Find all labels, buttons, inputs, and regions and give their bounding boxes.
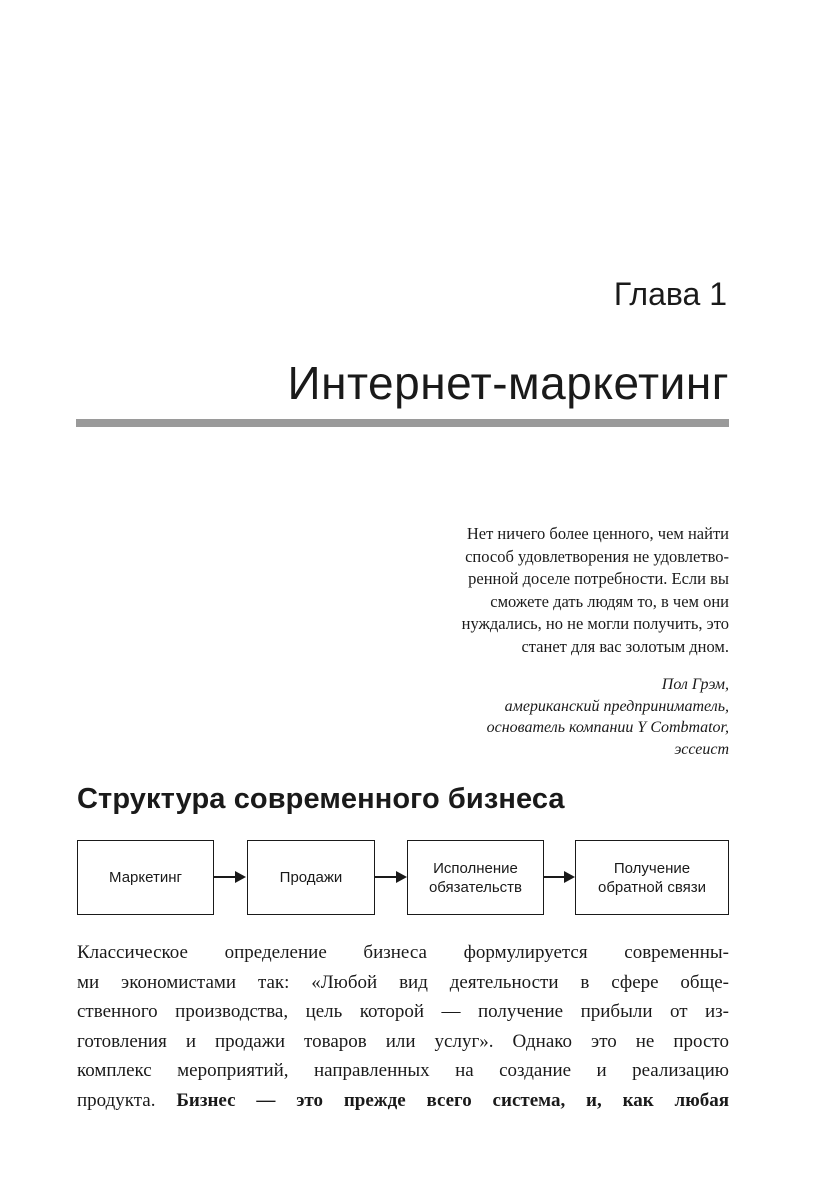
chapter-divider <box>76 419 729 427</box>
epigraph-attribution <box>487 674 729 760</box>
body-line-plain: продукта. <box>77 1089 177 1111</box>
attribution-line: эссеист <box>674 740 729 758</box>
flow-arrow <box>544 876 565 878</box>
flow-step-label: Исполнение обязательств <box>428 859 523 896</box>
epigraph-line: станет для вас золотым дном. <box>521 636 729 656</box>
flow-step-marketing <box>77 840 214 915</box>
body-line-emphasis: Бизнес — это прежде всего система, и, как любая <box>176 1089 729 1111</box>
flow-step-label: Маркетинг <box>109 869 182 886</box>
body-line: Классическое определение бизнеса формулируется современны- <box>77 942 729 963</box>
flow-step-label: Продажи <box>279 869 343 886</box>
chapter-label: Глава 1 <box>613 276 727 312</box>
epigraph-line: Нет ничего более ценного, чем найти <box>466 524 729 543</box>
epigraph-line: ренной доселе потребности. Если вы <box>468 569 729 588</box>
flow-step-fulfillment <box>407 840 544 915</box>
epigraph-line: сможете дать людям то, в чем они <box>490 591 729 611</box>
attribution-line: американский предприниматель, <box>504 697 729 715</box>
epigraph <box>380 523 729 658</box>
attribution-line: Пол Грэм, <box>661 676 729 693</box>
body-paragraph <box>77 938 729 1115</box>
body-line-last <box>77 1086 729 1116</box>
body-line: комплекс мероприятий, направленных на создание и реализацию <box>77 1060 729 1081</box>
chapter-title: Интернет-маркетинг <box>287 357 729 409</box>
body-line: ми экономистами так: «Любой вид деятельности в сфере обще- <box>77 971 729 993</box>
flow-arrow <box>375 876 397 878</box>
flow-step-feedback <box>575 840 729 915</box>
body-line: готовления и продажи товаров или услуг». Однако это не просто <box>77 1030 729 1052</box>
section-heading: Структура современного бизнеса <box>77 783 565 815</box>
flow-step-label: Получение обратной связи <box>597 859 706 896</box>
epigraph-line: способ удовлетворения не удовлетво- <box>465 546 729 566</box>
attribution-line: основатель компании Y Combmator, <box>486 719 729 736</box>
flow-step-sales <box>247 840 375 915</box>
epigraph-line: нуждались, но не могли получить, это <box>461 614 729 633</box>
flow-arrow <box>214 876 236 878</box>
body-line: ственного производства, цель которой — получение прибыли от из- <box>77 1001 729 1022</box>
